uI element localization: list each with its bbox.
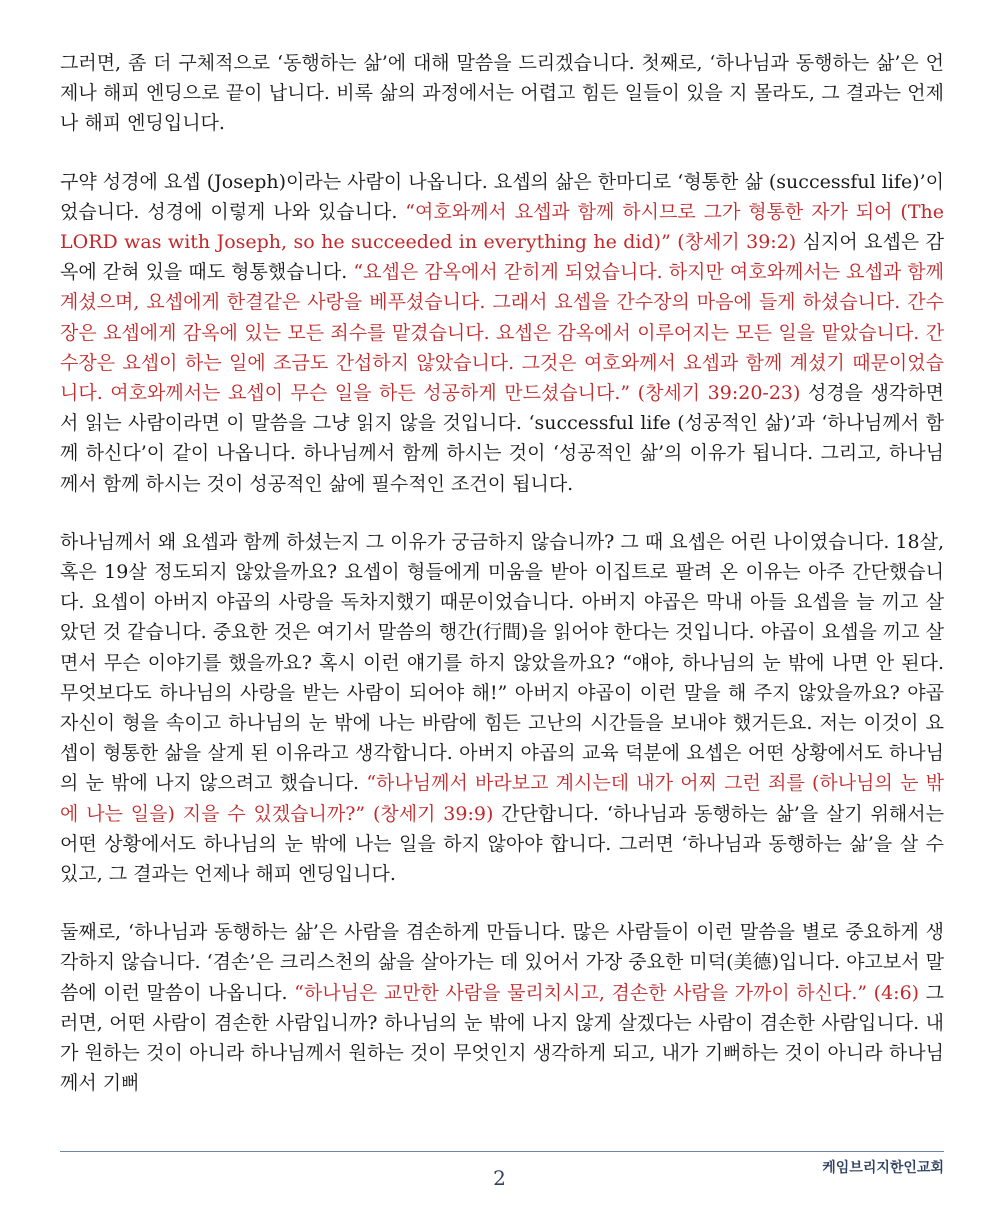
sermon-body <box>60 48 944 1127</box>
scripture-quote: “요셉은 감옥에서 갇히게 되었습니다. 하지만 여호와께서는 요셉과 함께 계셨으며, 요셉에게 한결같은 사랑을 베푸셨습니다. 그래서 요셉을 간수장의 마음에 들게 하셨습니다. 간수장은 요셉에게 감옥에 있는 모든 죄수를 맡겼습니다. 요셉은 감옥에서 이루어지는 모든 일을 맡았습니다. 간수장은 요셉이 하는 일에 조금도 간섭하지 않았습니다. 그것은 여호와께서 요셉과 함께 계셨기 때문이었습니다. 여호와께서는 요셉이 무슨 일을 하든 성공하게 만드셨습니다.” (창세기 39:20-23) <box>60 261 944 405</box>
text-span: 그러면, 어떤 사람이 겸손한 사람입니까? 하나님의 눈 밖에 나지 않게 살겠다는 사람이 겸손한 사람입니다. 내가 원하는 것이 아니라 하나님께서 원하는 것이 무엇인지 생각하게 되고, 내가 기뻐하는 것이 아니라 하나님께서 기뻐 <box>60 981 944 1095</box>
church-name: 케임브리지한인교회 <box>822 1160 944 1176</box>
text-span: 구약 성경에 요셉 (Joseph)이라는 사람이 나옵니다. 요셉의 삶은 한마디로 ‘형통한 삶 (successful life)’이었습니다. 성경에 이렇게 나와 있습니다. <box>60 170 944 223</box>
text-span: 심지어 요셉은 감옥에 갇혀 있을 때도 형통했습니다. <box>60 231 944 284</box>
text-span: 그러면, 좀 더 구체적으로 ‘동행하는 삶’에 대해 말씀을 드리겠습니다. 첫째로, ‘하나님과 동행하는 삶’은 언제나 해피 엔딩으로 끝이 납니다. 비록 삶의 과정에서는 어렵고 힘든 일들이 있을 지 몰라도, 그 결과는 언제나 해피 엔딩입니다. <box>60 52 944 135</box>
paragraph-3 <box>60 527 944 889</box>
text-span: 간단합니다. ‘하나님과 동행하는 삶’을 살기 위해서는 어떤 상황에서도 하나님의 눈 밖에 나는 일을 하지 않아야 합니다. 그러면 ‘하나님과 동행하는 삶’을 살 수 있고, 그 결과는 언제나 해피 엔딩입니다. <box>60 802 944 886</box>
scripture-quote: “하나님은 교만한 사람을 물리치시고, 겸손한 사람을 가까이 하신다.” (4:6) <box>294 981 920 1004</box>
scripture-quote: “하나님께서 바라보고 계시는데 내가 어찌 그런 죄를 (하나님의 눈 밖에 나는 일을) 지을 수 있겠습니까?” (창세기 39:9) <box>60 772 945 825</box>
footer-divider <box>60 1151 944 1152</box>
paragraph-4 <box>60 917 944 1098</box>
text-span: 둘째로, ‘하나님과 동행하는 삶’은 사람을 겸손하게 만듭니다. 많은 사람들이 이런 말씀을 별로 중요하게 생각하지 않습니다. ‘겸손’은 크리스천의 삶을 살아가는 데 있어서 가장 중요한 미덕(美德)입니다. 야고보서 말씀에 이런 말씀이 나옵니다. <box>60 921 944 1004</box>
text-span: 성경을 생각하면서 읽는 사람이라면 이 말씀을 그냥 읽지 않을 것입니다. ‘successful life (성공적인 삶)’과 ‘하나님께서 함께 하신다’이 같이 나옵니다. 하나님께서 함께 하시는 것이 ‘성공적인 삶’의 이유가 됩니다. 그리고, 하나님께서 함께 하시는 것이 성공적인 삶에 필수적인 조건이 됩니다. <box>60 382 944 495</box>
page-number: 2 <box>493 1166 506 1190</box>
paragraph-1 <box>60 48 944 139</box>
scripture-quote: “여호와께서 요셉과 함께 하시므로 그가 형통한 자가 되어 (The LORD was with Joseph, so he succeeded in everything he did)” (창세기 39:2) <box>60 200 944 254</box>
paragraph-2 <box>60 167 944 499</box>
text-span: 하나님께서 왜 요셉과 함께 하셨는지 그 이유가 궁금하지 않습니까? 그 때 요셉은 어린 나이였습니다. 18살, 혹은 19살 정도되지 않았을까요? 요셉이 형들에게 미움을 받아 이집트로 팔려 온 이유는 아주 간단했습니다. 요셉이 아버지 야곱의 사랑을 독차지했기 때문이었습니다. 아버지 야곱은 막내 아들 요셉을 늘 끼고 살았던 것 같습니다. 중요한 것은 여기서 말씀의 행간(行間)을 읽어야 한다는 것입니다. 야곱이 요셉을 끼고 살면서 무슨 이야기를 했을까요? 혹시 이런 얘기를 하지 않았을까요? “얘야, 하나님의 눈 밖에 나면 안 된다. 무엇보다도 하나님의 사랑을 받는 사람이 되어야 해!” 아버지 야곱이 이런 말을 해 주지 않았을까요? 야곱 자신이 형을 속이고 하나님의 눈 밖에 나는 바람에 힘든 고난의 시간들을 보내야 했거든요. 저는 이것이 요셉이 형통한 삶을 살게 된 이유라고 생각합니다. 아버지 야곱의 교육 덕분에 요셉은 어떤 상황에서도 하나님의 눈 밖에 나지 않으려고 했습니다. <box>60 530 944 795</box>
